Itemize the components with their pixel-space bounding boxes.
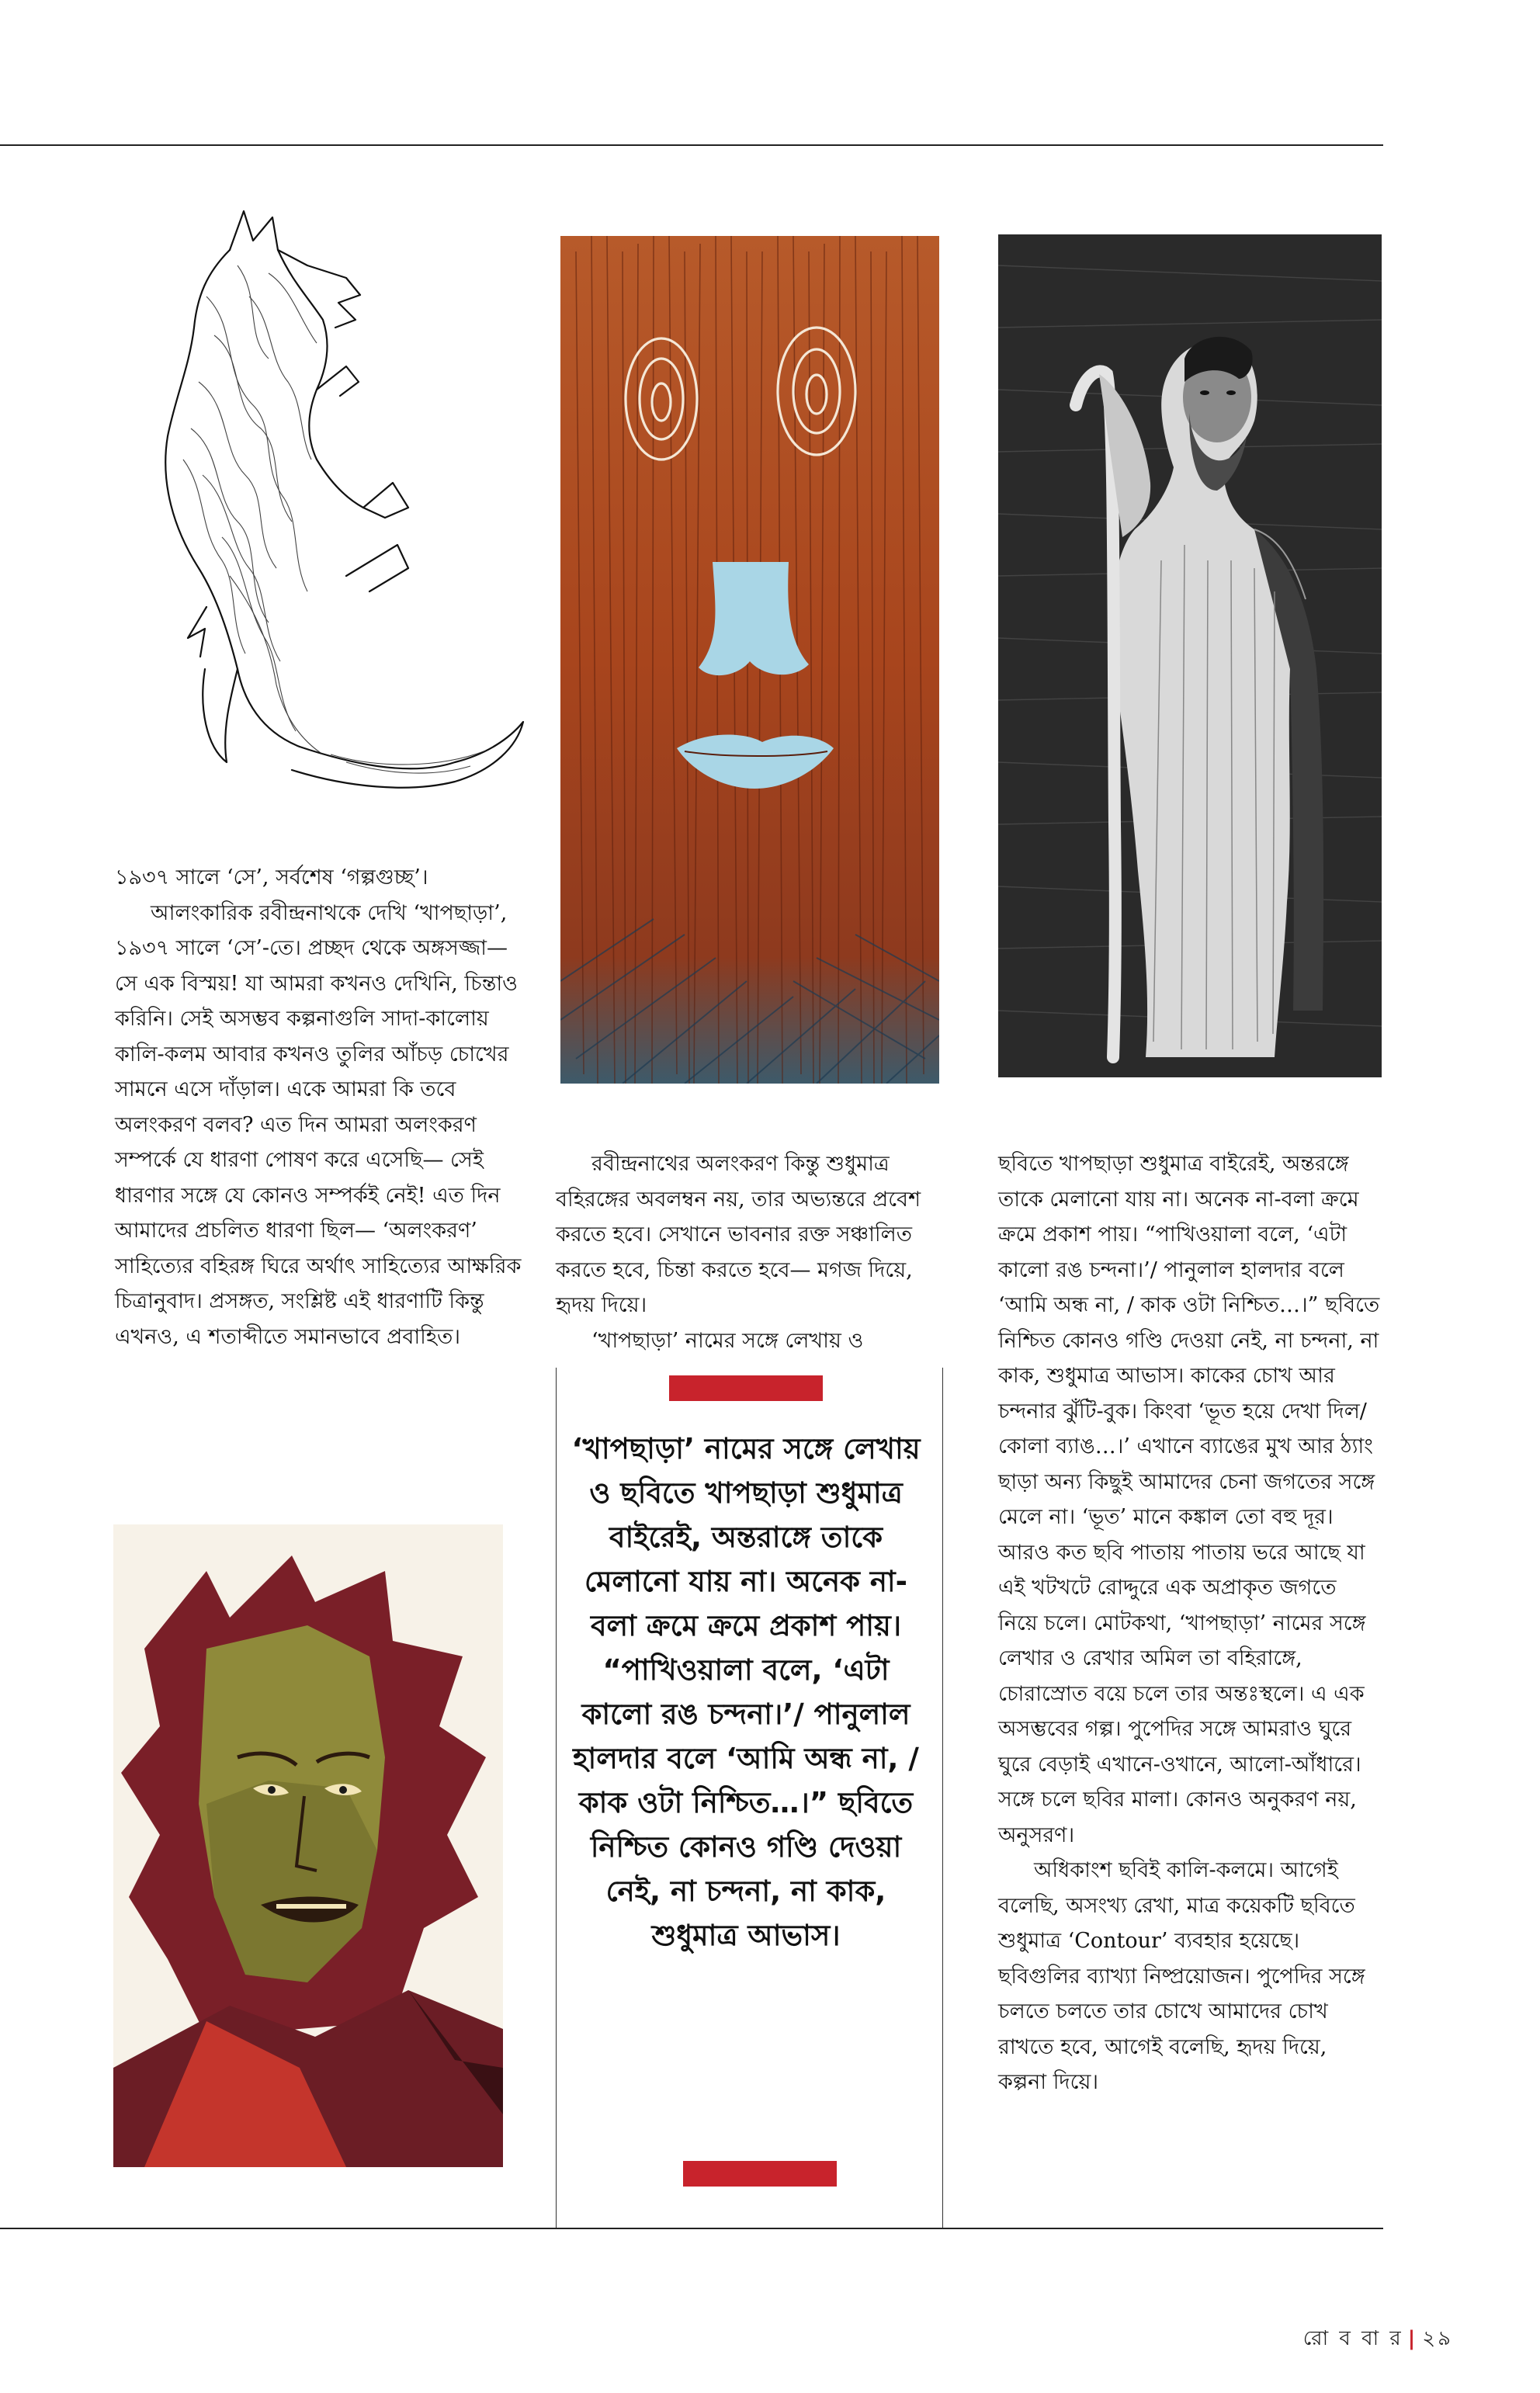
pull-quote-bottom-bar	[683, 2161, 837, 2187]
pull-quote-top-bar	[669, 1375, 823, 1401]
magazine-name: রো ব বা র	[1302, 2327, 1403, 2350]
column-rule-left	[556, 1368, 557, 2229]
paragraph: রবীন্দ্রনাথের অলংকরণ কিন্তু শুধুমাত্র বহিরঙ্গের অবলম্বন নয়, তার অভ্যন্তরে প্রবেশ করতে হবে। সেখানে ভাবনার রক্ত সঞ্চালিত করতে হবে, চিন্তা করতে হবে— মগজ দিয়ে, হৃদয় দিয়ে।	[556, 1152, 921, 1317]
paragraph: ছবিতে খাপছাড়া শুধুমাত্র বাইরেই, অন্তরঙ্গে তাকে মেলানো যায় না। অনেক না-বলা ক্রমে ক্রমে প্রকাশ পায়। “পাখিওয়ালা বলে, ‘এটা কালো রঙ চন্দনা।’/ পানুলাল হালদার বলে ‘আমি অন্ধ না, / কাক ওটা নিশ্চিত…।” ছবিতে নিশ্চিত কোনও গণ্ডি দেওয়া নেই, না চন্দনা, না কাক, শুধুমাত্র আভাস। কাকের চোখ আর চন্দনার ঝুঁটি-বুক। কিংবা ‘ভূত হয়ে দেখা দিল/ কোলা ব্যাঙ…।’ এখানে ব্যাঙের মুখ আর ঠ্যাং ছাড়া অন্য কিছুই আমাদের চেনা জগতের সঙ্গে মেলে না। ‘ভূত’ মানে কঙ্কাল তো বহু দূর। আরও কত ছবি পাতায় পাতায় ভরে আছে যা এই খটখটে রোদ্দুরে এক অপ্রাকৃত জগতে নিয়ে চলে। মোটকথা, ‘খাপছাড়া’ নামের সঙ্গে লেখার ও রেখার অমিল তা বহিরাঙ্গে, চোরাস্রোত বয়ে চলে তার অন্তঃস্থলে। এ এক অসম্ভবের গল্প। পুপেদির সঙ্গে আমরাও ঘুরে ঘুরে বেড়াই এখানে-ওখানে, আলো-আঁধারে। সঙ্গে চলে ছবির মালা। কোনও অনুকরণ নয়, অনুসরণ।	[998, 1152, 1380, 1847]
bottom-rule	[0, 2228, 1383, 2229]
pull-quote: ‘খাপছাড়া’ নামের সঙ্গে লেখায় ও ছবিতে খাপছাড়া শুধুমাত্র বাইরেই, অন্তরাঙ্গে তাকে মেলানো যায় না। অনেক না-বলা ক্রমে ক্রমে প্রকাশ পায়। “পাখিওয়ালা বলে, ‘এটা কালো রঙ চন্দনা।’/ পানুলাল হালদার বলে ‘আমি অন্ধ না, / কাক ওটা নিশ্চিত…।” ছবিতে নিশ্চিত কোনও গণ্ডি দেওয়া নেই, না চন্দনা, না কাক, শুধুমাত্র আভাস।	[571, 1432, 921, 1952]
folio-separator: |	[1407, 2327, 1418, 2350]
wolf-illustration	[113, 203, 532, 817]
column-rule-right	[942, 1368, 943, 2229]
old-man-drawing	[998, 234, 1382, 1077]
page-number: ২৯	[1422, 2327, 1453, 2350]
paragraph: আলংকারিক রবীন্দ্রনাথকে দেখি ‘খাপছাড়া’, ১৯৩৭ সালে ‘সে’-তে। প্রচ্ছদ থেকে অঙ্গসজ্জা— সে এক বিস্ময়! যা আমরা কখনও দেখিনি, চিন্তাও করিনি। সেই অসম্ভব কল্পনাগুলি সাদা-কালোয় কালি-কলম আবার কখনও তুলির আঁচড় চোখের সামনে এসে দাঁড়াল। একে আমরা কি তবে অলংকরণ বলব? এত দিন আমরা অলংকরণ সম্পর্কে যে ধারণা পোষণ করে এসেছি— সেই ধারণার সঙ্গে যে কোনও সম্পর্কই নেই! এত দিন আমাদের প্রচলিত ধারণা ছিল— ‘অলংকরণ’ সাহিত্যের বহিরঙ্গ ঘিরে অর্থাৎ সাহিত্যের আক্ষরিক চিত্রানুবাদ। প্রসঙ্গত, সংশ্লিষ্ট এই ধারণাটি কিন্তু এখনও, এ শতাব্দীতে সমানভাবে প্রবাহিত।	[115, 900, 522, 1349]
paragraph: অধিকাংশ ছবিই কালি-কলমে। আগেই বলেছি, অসংখ্য রেখা, মাত্র কয়েকটি ছবিতে শুধুমাত্র ‘Contour’ ব্যবহার হয়েছে। ছবিগুলির ব্যাখ্যা নিষ্প্রয়োজন। পুপেদির সঙ্গে চলতে চলতে তার চোখে আমাদের চোখ রাখতে হবে, আগেই বলেছি, হৃদয় দিয়ে, কল্পনা দিয়ে।	[998, 1858, 1365, 2094]
old-man-illustration	[998, 234, 1382, 1077]
red-face-illustration	[560, 236, 939, 1084]
right-text-column	[998, 1146, 1382, 2100]
green-face-drawing	[113, 1524, 503, 2167]
paragraph: ‘খাপছাড়া’ নামের সঙ্গে লেখায় ও	[591, 1328, 864, 1353]
red-face-drawing	[560, 236, 939, 1084]
top-rule	[0, 144, 1383, 146]
paragraph: ১৯৩৭ সালে ‘সে’, সর্বশেষ ‘গল্পগুচ্ছ’।	[115, 865, 428, 890]
page-folio	[1303, 2322, 1453, 2357]
wolf-drawing	[113, 203, 532, 817]
green-face-illustration	[113, 1524, 503, 2167]
middle-text-column	[556, 1146, 930, 1358]
left-text-column	[115, 860, 534, 1354]
